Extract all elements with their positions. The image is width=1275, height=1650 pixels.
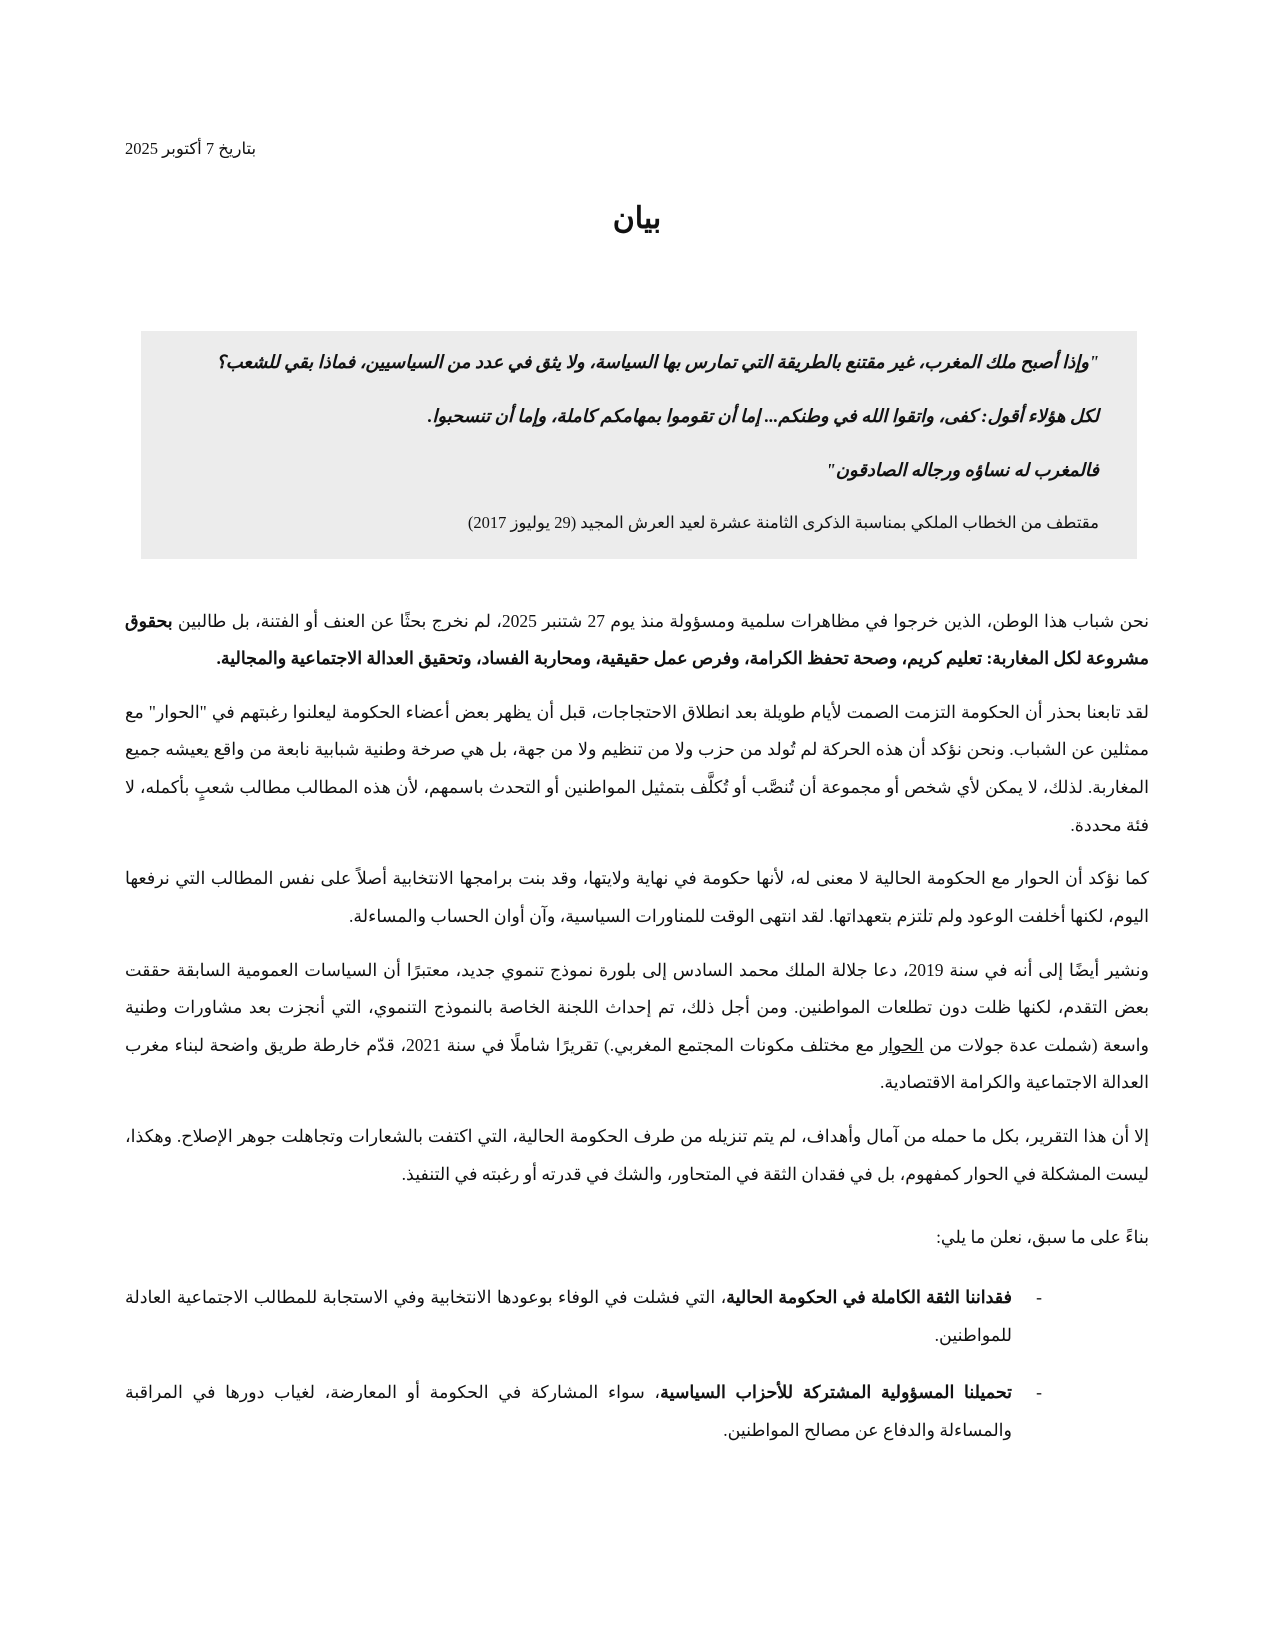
paragraph-youth-intro	[125, 603, 1149, 678]
declaration-intro-line: بناءً على ما سبق، نعلن ما يلي:	[936, 1227, 1149, 1248]
paragraph-run: مع مختلف مكونات المجتمع المغربي.) تقريرًا شاملًا في سنة 2021، قدّم خارطة طريق واضحة لبناء مغرب العدالة الاجتماعية والكرامة الاقتصادية.	[125, 1034, 1149, 1093]
quote-attribution: مقتطف من الخطاب الملكي بمناسبة الذكرى الثامنة عشرة لعيد العرش المجيد (29 يوليوز 2017)	[467, 513, 1099, 533]
paragraph-development-model	[125, 952, 1149, 1103]
date-line: بتاريخ 7 أكتوبر 2025	[125, 139, 257, 158]
list-item-lead-bold: فقداننا الثقة الكاملة في الحكومة الحالية	[726, 1286, 1012, 1307]
list-item-rest: ، التي فشلت في الوفاء بوعودها الانتخابية وفي الاستجابة للمطالب الاجتماعية العادلة للمواطنين.	[125, 1286, 1012, 1345]
quote-line-2: لكل هؤلاء أقول: كفى، واتقوا الله في وطنكم... إما أن تقوموا بمهامكم كاملة، وإما أن تنسحبوا.	[427, 406, 1099, 427]
paragraph-run-underlined-dialogue: الحوار	[879, 1034, 924, 1055]
royal-quote-block	[141, 331, 1137, 558]
paragraph-report-not-implemented	[125, 1118, 1149, 1193]
paragraph-run: لقد تابعنا بحذر أن الحكومة التزمت الصمت لأيام طويلة بعد انطلاق الاحتجاجات، قبل أن يظهر بعض أعضاء الحكومة ليعلنوا رغبتهم في "الحوار" مع ممثلين عن الشباب. ونحن نؤكد أن هذه الحركة لم تُولد من حزب ولا من تنظيم ولا من جهة، بل هي صرخة وطنية شبابية نابعة من واقع يعيشه جميع المغاربة. لذلك، لا يمكن لأي شخص أو مجموعة أن تُنصَّب أو تُكلَّف بتمثيل المواطنين أو التحدث باسمهم، لأن هذه المطالب مطالب شعبٍ بأكمله، لا فئة محددة.	[125, 701, 1149, 835]
paragraph-run: كما نؤكد أن الحوار مع الحكومة الحالية لا معنى له، لأنها حكومة في نهاية ولايتها، وقد بنت برامجها الانتخابية أصلاً على نفس المطالب التي نرفعها اليوم، لكنها أخلفت الوعود ولم تلتزم بتعهداتها. لقد انتهى الوقت للمناورات السياسية، وآن أوان الحساب والمساءلة.	[125, 868, 1149, 926]
list-item-text	[125, 1374, 1012, 1449]
paragraph-run: ونشير أيضًا إلى أنه في سنة 2019، دعا جلالة الملك محمد السادس إلى بلورة نموذج تنموي جديد، معتبرًا أن السياسات العمومية السابقة حققت بعض التقدم، لكنها ظلت دون تطلعات المواطنين. ومن أجل ذلك، تم إحداث اللجنة الخاصة بالنموذج التنموي، التي أنجزت بعد مشاورات وطنية واسعة (شملت عدة جولات من	[125, 959, 1149, 1055]
statement-body	[125, 603, 1149, 1450]
list-item-lost-confidence	[125, 1279, 1042, 1354]
dash-bullet-marker: -	[1036, 1286, 1042, 1307]
quote-line-1: "وإذا أصبح ملك المغرب، غير مقتنع بالطريقة التي تمارس بها السياسة، ولا يثق في عدد من السياسيين، فماذا بقي للشعب؟	[216, 352, 1099, 373]
paragraph-run-bold-demands: بحقوق مشروعة لكل المغاربة: تعليم كريم، وصحة تحفظ الكرامة، وفرص عمل حقيقية، ومحاربة الفساد، وتحقيق العدالة الاجتماعية والمجالية.	[125, 610, 1149, 669]
dash-bullet-marker: -	[1036, 1382, 1042, 1403]
list-item-parties-responsibility	[125, 1374, 1042, 1449]
list-item-text	[125, 1279, 1012, 1354]
paragraph-run: نحن شباب هذا الوطن، الذين خرجوا في مظاهرات سلمية ومسؤولة منذ يوم 27 شتنبر 2025، لم نخرج بحثًا عن العنف أو الفتنة، بل طالبين	[172, 610, 1149, 631]
page-title: بيان	[612, 202, 662, 236]
list-item-lead-bold: تحميلنا المسؤولية المشتركة للأحزاب السياسية	[660, 1382, 1012, 1403]
paragraph-no-dialogue-meaning	[125, 860, 1149, 935]
paragraph-run: إلا أن هذا التقرير، بكل ما حمله من آمال وأهداف، لم يتم تنزيله من طرف الحكومة الحالية، التي اكتفت بالشعارات وتجاهلت جوهر الإصلاح. وهكذا، ليست المشكلة في الحوار كمفهوم، بل في فقدان الثقة في المتحاور، والشك في قدرته أو رغبته في التنفيذ.	[125, 1126, 1149, 1184]
paragraph-government-silence	[125, 694, 1149, 845]
list-item-rest: ، سواء المشاركة في الحكومة أو المعارضة، لغياب دورها في المراقبة والمساءلة والدفاع عن مصالح المواطنين.	[125, 1382, 1012, 1440]
quote-line-3: فالمغرب له نساؤه ورجاله الصادقون"	[825, 460, 1099, 481]
